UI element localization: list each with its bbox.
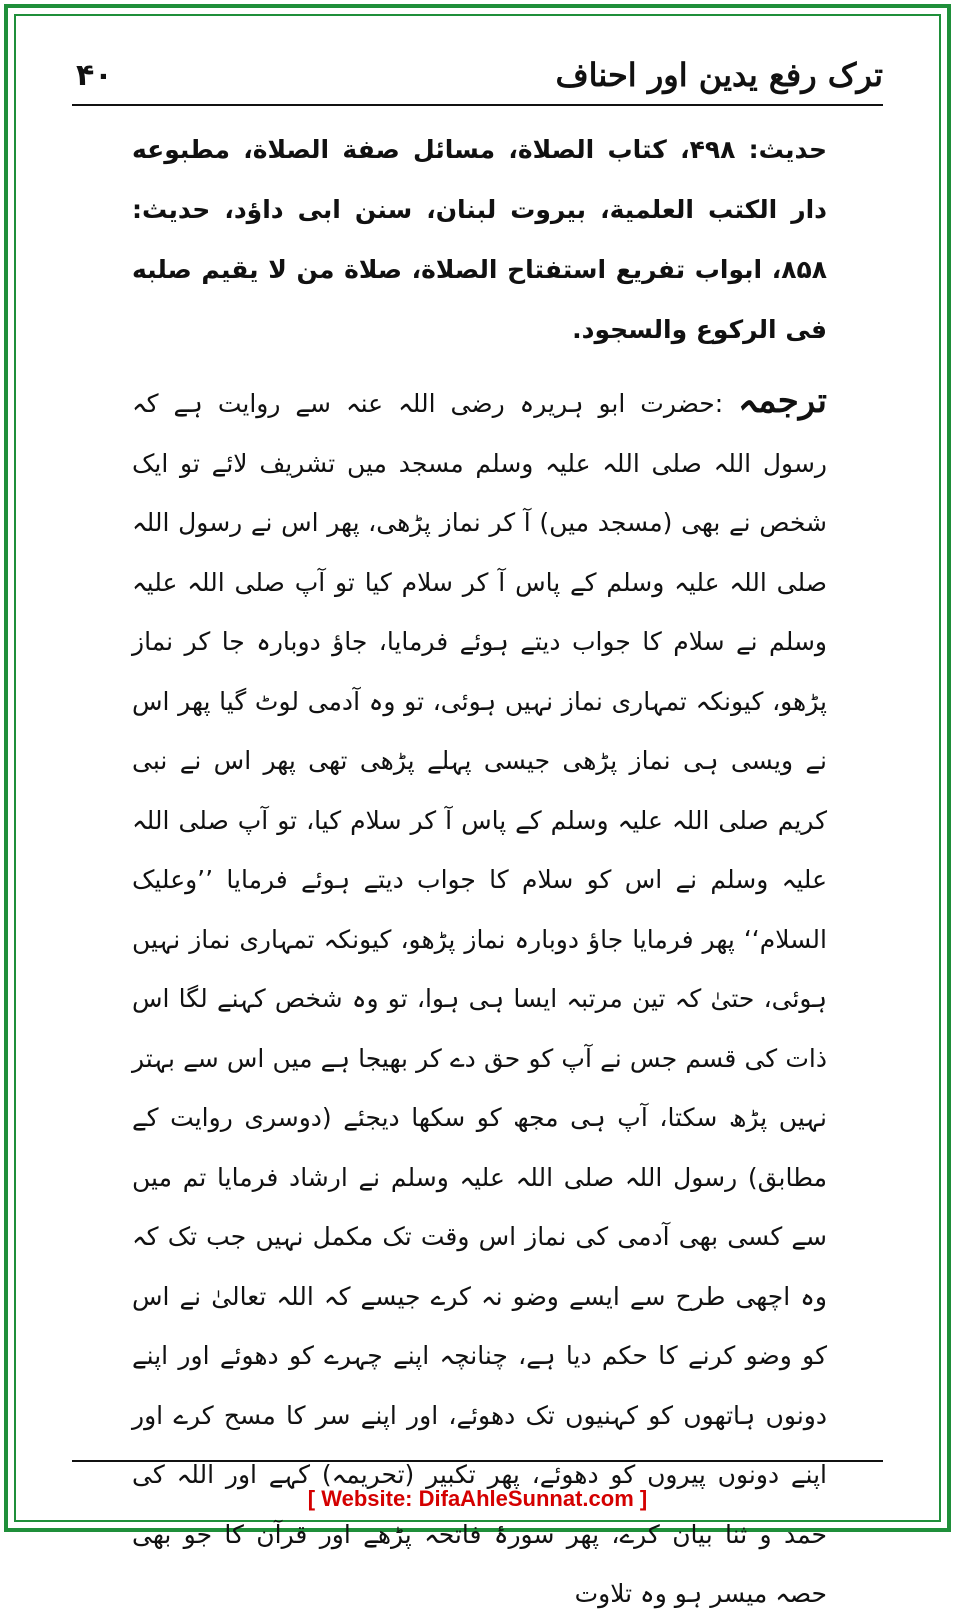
hadith-citation: حدیث: ۴۹۸، کتاب الصلاة، مسائل صفة الصلاة، مطبوعه دار الکتب العلمیة، بیروت لبنان، سنن ابی داؤد، حدیث: ۸۵۸، ابواب تفریع استفتاح الصلاة، صلاة من لا یقیم صلبه فی الرکوع والسجود. xyxy=(132,135,827,344)
translation-label: ترجمہ xyxy=(738,381,827,421)
footer-divider xyxy=(72,1460,883,1462)
translation-paragraph xyxy=(132,372,827,1624)
page-number: ۴۰ xyxy=(76,58,113,93)
website-link[interactable]: [ Website: DifaAhleSunnat.com ] xyxy=(307,1486,648,1511)
translation-text: :حضرت ابو ہریرہ رضی اللہ عنہ سے روایت ہے کہ رسول اللہ صلی اللہ علیہ وسلم مسجد میں تشریف لائے تو ایک شخص نے بھی (مسجد میں) آ کر نماز پڑھی، پھر اس نے رسول اللہ صلی اللہ علیہ وسلم کے پاس آ کر سلام کیا تو آپ صلی اللہ علیہ وسلم نے سلام کا جواب دیتے ہوئے فرمایا، جاؤ دوبارہ جا کر نماز پڑھو، کیونکہ تمہاری نماز نہیں ہوئی، تو وہ آدمی لوٹ گیا پھر اس نے ویسی ہی نماز پڑھی جیسی پہلے پڑھی تھی پھر اس نے نبی کریم صلی اللہ علیہ وسلم کے پاس آ کر سلام کیا، تو آپ صلی اللہ علیہ وسلم نے اس کو سلام کا جواب دیتے ہوئے فرمایا ’’وعلیک السلام‘‘ پھر فرمایا جاؤ دوبارہ نماز پڑھو، کیونکہ تمہاری نماز نہیں ہوئی، حتیٰ کہ تین مرتبہ ایسا ہی ہوا، تو وہ شخص کہنے لگا اس ذات کی قسم جس نے آپ کو حق دے کر بھیجا ہے میں اس سے بہتر نہیں پڑھ سکتا، آپ ہی مجھ کو سکھا دیجئے (دوسری روایت کے مطابق) رسول اللہ صلی اللہ علیہ وسلم نے ارشاد فرمایا تم میں سے کسی بھی آدمی کی نماز اس وقت تک مکمل نہیں جب تک کہ وہ اچھی طرح سے ایسے وضو نہ کرے جیسے کہ اللہ تعالیٰ نے اس کو وضو کرنے کا حکم دیا ہے، چنانچہ اپنے چہرے کو دھوئے اور اپنے دونوں ہاتھوں کو کہنیوں تک دھوئے، اور اپنے سر کا مسح کرے اور اپنے دونوں پیروں کو دھوئے، پھر تکبیر (تحریمہ) کہے اور اللہ کی حمد و ثنا بیان کرے، پھر سورۂ فاتحہ پڑھے اور قرآن کا جو بھی حصہ میسر ہو وہ تلاوت xyxy=(132,389,827,1608)
book-title: ترک رفع یدین اور احناف xyxy=(555,56,883,94)
page-header xyxy=(72,48,883,106)
